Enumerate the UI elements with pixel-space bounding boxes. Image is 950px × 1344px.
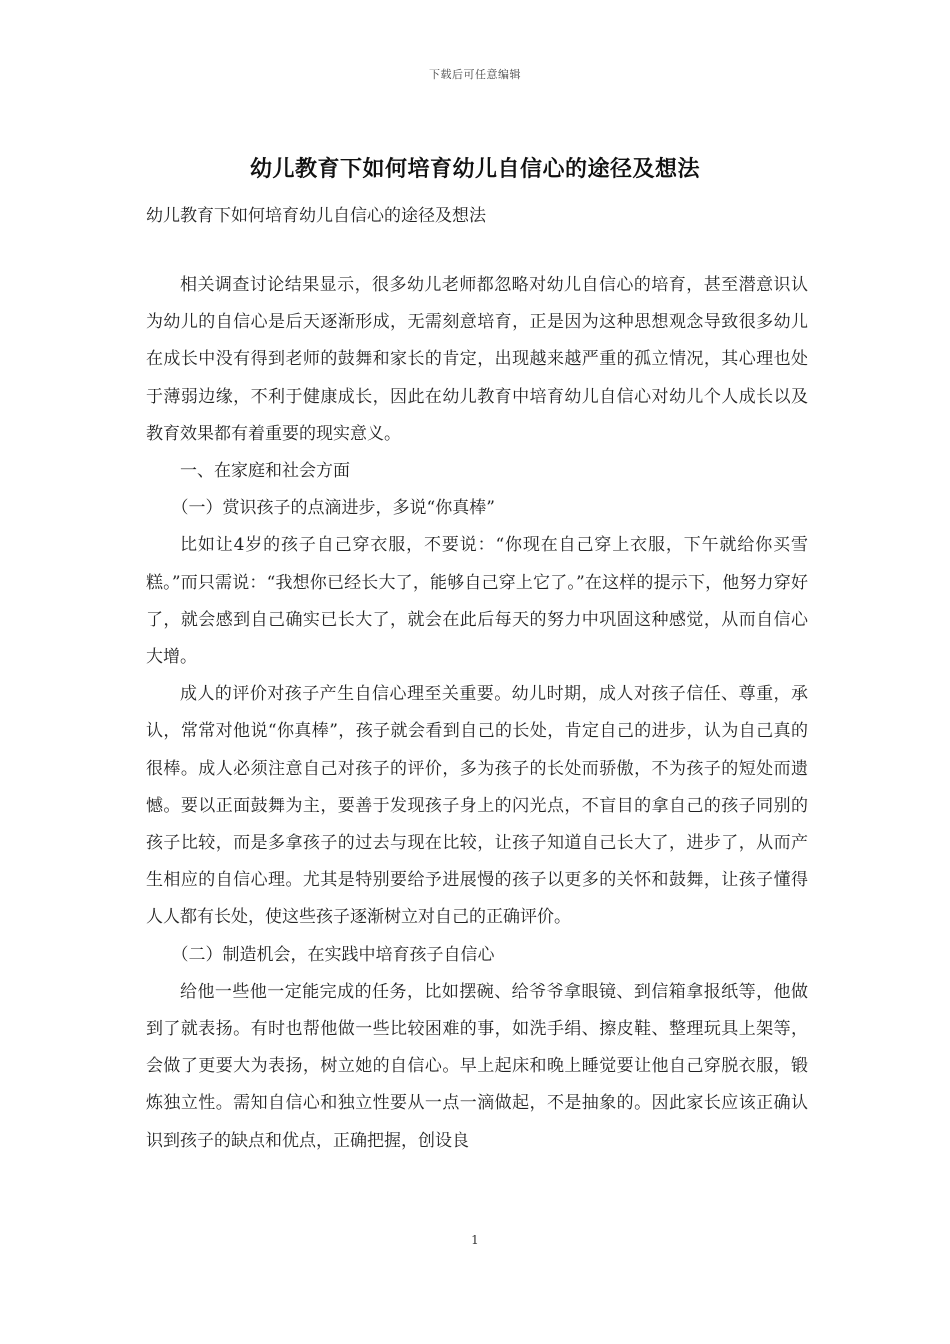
- paragraph-example: 比如让4岁的孩子自己穿衣服，不要说：“你现在自己穿上衣服，下午就给你买雪糕。”而只需说：“我想你已经长大了，能够自己穿上它了。”在这样的提示下，他努力穿好了，就会感到自己确实已长大了，就会在此后每天的努力中巩固这种感觉，从而自信心大增。: [146, 535, 808, 668]
- paragraph-practice: 给他一些他一定能完成的任务，比如摆碗、给爷爷拿眼镜、到信箱拿报纸等，他做到了就表扬。有时也帮他做一些比较困难的事，如洗手绢、擦皮鞋、整理玩具上架等，会做了更要大为表扬，树立她的自信心。早上起床和晚上睡觉要让他自己穿脱衣服，锻炼独立性。需知自信心和独立性要从一点一滴做起，不是抽象的。因此家长应该正确认识到孩子的缺点和优点，正确把握，创设良: [146, 981, 808, 1151]
- header-note: 下载后可任意编辑: [429, 68, 521, 81]
- document-subtitle: 幼儿教育下如何培育幼儿自信心的途径及想法: [146, 206, 486, 226]
- subsection-heading-1: （一）赏识孩子的点滴进步，多说“你真棒”: [171, 498, 495, 519]
- document-body: [146, 267, 808, 1160]
- section-heading-1: 一、在家庭和社会方面: [180, 461, 350, 482]
- page-number: 1: [471, 1233, 479, 1247]
- document-title: 幼儿教育下如何培育幼儿自信心的途径及想法: [249, 156, 700, 182]
- paragraph-evaluation: 成人的评价对孩子产生自信心理至关重要。幼儿时期，成人对孩子信任、尊重，承认，常常对他说“你真棒”，孩子就会看到自己的长处，肯定自己的进步，认为自己真的很棒。成人必须注意自己对孩子的评价，多为孩子的长处而骄傲，不为孩子的短处而遗憾。要以正面鼓舞为主，要善于发现孩子身上的闪光点，不盲目的拿自己的孩子同别的孩子比较，而是多拿孩子的过去与现在比较，让孩子知道自己长大了，进步了，从而产生相应的自信心理。尤其是特别要给予进展慢的孩子以更多的关怀和鼓舞，让孩子懂得人人都有长处，使这些孩子逐渐树立对自己的正确评价。: [146, 684, 808, 928]
- paragraph-intro: 相关调查讨论结果显示，很多幼儿老师都忽略对幼儿自信心的培育，甚至潜意识认为幼儿的自信心是后天逐渐形成，无需刻意培育，正是因为这种思想观念导致很多幼儿在成长中没有得到老师的鼓舞和家长的肯定，出现越来越严重的孤立情况，其心理也处于薄弱边缘，不利于健康成长，因此在幼儿教育中培育幼儿自信心对幼儿个人成长以及教育效果都有着重要的现实意义。: [146, 275, 808, 444]
- subsection-heading-2: （二）制造机会，在实践中培育孩子自信心: [171, 944, 495, 965]
